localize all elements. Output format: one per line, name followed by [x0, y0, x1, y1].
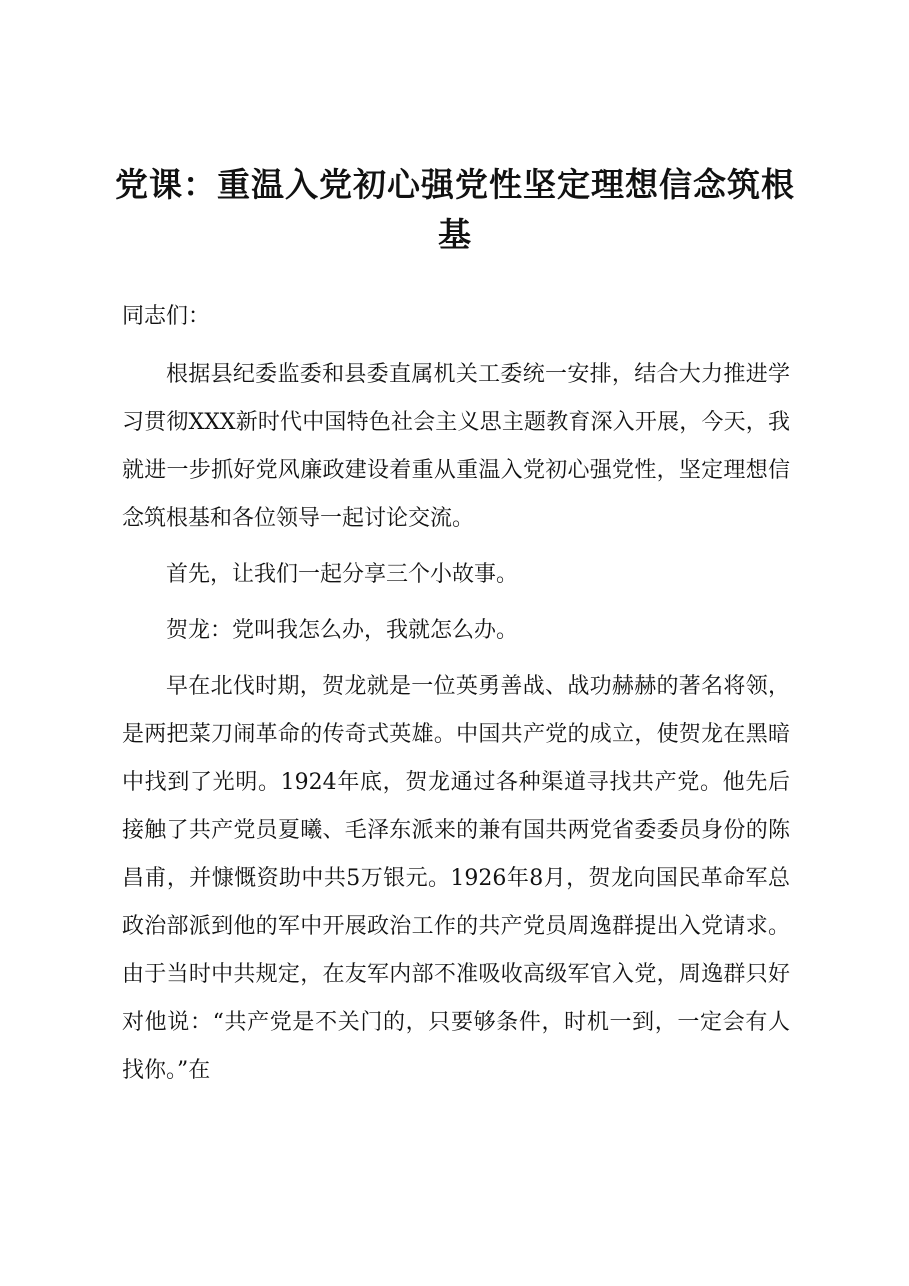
salutation: 同志们：	[122, 304, 211, 329]
paragraph-intro: 根据县纪委监委和县委直属机关工委统一安排，结合大力推进学习贯彻XXX新时代中国特色社会主义思主题教育深入开展，今天，我就进一步抓好党风廉政建设着重从重温入党初心强党性，坚定理想信念筑根基和各位领导一起讨论交流。	[122, 362, 790, 531]
paragraph-story-heading: 贺龙：党叫我怎么办，我就怎么办。	[166, 618, 519, 643]
document-body	[122, 293, 790, 1103]
paragraph-story-body: 早在北伐时期，贺龙就是一位英勇善战、战功赫赫的著名将领，是两把菜刀闹革命的传奇式英雄。中国共产党的成立，使贺龙在黑暗中找到了光明。1924年底，贺龙通过各种渠道寻找共产党。他先后接触了共产党员夏曦、毛泽东派来的兼有国共两党省委委员身份的陈昌甫，并慷慨资助中共5万银元。1926年8月，贺龙向国民革命军总政治部派到他的军中开展政治工作的共产党员周逸群提出入党请求。由于当时中共规定，在友军内部不准吸收高级军官入党，周逸群只好对他说：“共产党是不关门的，只要够条件，时机一到，一定会有人找你。”在	[122, 674, 790, 1083]
document-title: 党课：重温入党初心强党性坚定理想信念筑根基	[115, 165, 795, 254]
paragraph-stories-intro: 首先，让我们一起分享三个小故事。	[166, 562, 519, 587]
